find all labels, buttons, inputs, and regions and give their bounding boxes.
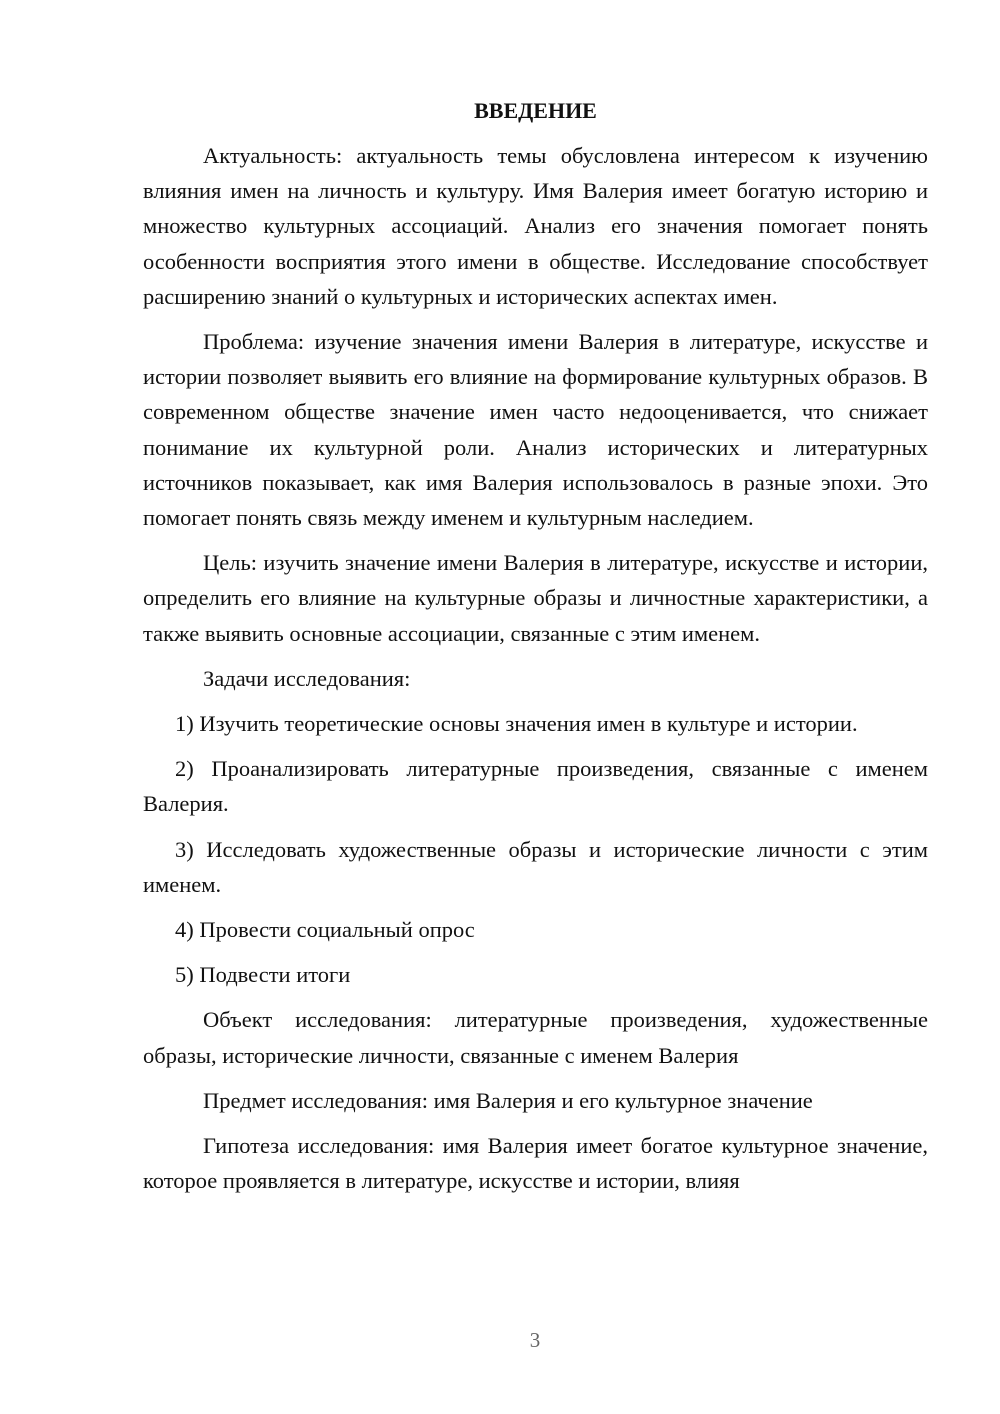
paragraph-problem: Проблема: изучение значения имени Валерия в литературе, искусстве и истории позволяет выявить его влияние на формирование культурных образов. В современном обществе значение имен часто недооценивается, что снижает понимание их культурной роли. Анализ исторических и литературных источников показывает, как имя Валерия использовалось в разные эпохи. Это помогает понять связь между именем и культурным наследием. — [143, 329, 928, 531]
page-number: 3 — [529, 1328, 541, 1352]
task-item-5: 5) Подвести итоги — [175, 962, 351, 988]
paragraph-relevance: Актуальность: актуальность темы обусловлена интересом к изучению влияния имен на личность и культуру. Имя Валерия имеет богатую историю и множество культурных ассоциаций. Анализ его значения помогает понять особенности восприятия этого имени в обществе. Исследование способствует расширению знаний о культурных и исторических аспектах имен. — [143, 143, 928, 309]
task-item-2: 2) Проанализировать литературные произведения, связанные с именем Валерия. — [143, 756, 928, 817]
tasks-heading: Задачи исследования: — [203, 665, 411, 691]
task-item-4: 4) Провести социальный опрос — [175, 917, 475, 943]
task-item-3: 3) Исследовать художественные образы и исторические личности с этим именем. — [143, 836, 928, 897]
paragraph-subject: Предмет исследования: имя Валерия и его культурное значение — [203, 1087, 813, 1113]
section-title: ВВЕДЕНИЕ — [474, 98, 597, 123]
task-item-1: 1) Изучить теоретические основы значения имен в культуре и истории. — [175, 711, 858, 737]
paragraph-goal: Цель: изучить значение имени Валерия в литературе, искусстве и истории, определить его влияние на культурные образы и личностные характеристики, а также выявить основные ассоциации, связанные с этим именем. — [143, 550, 928, 646]
paragraph-hypothesis: Гипотеза исследования: имя Валерия имеет богатое культурное значение, которое проявляется в литературе, искусстве и истории, влияя — [143, 1133, 928, 1194]
page-content — [143, 94, 928, 1208]
paragraph-object: Объект исследования: литературные произведения, художественные образы, исторические личности, связанные с именем Валерия — [143, 1007, 928, 1068]
